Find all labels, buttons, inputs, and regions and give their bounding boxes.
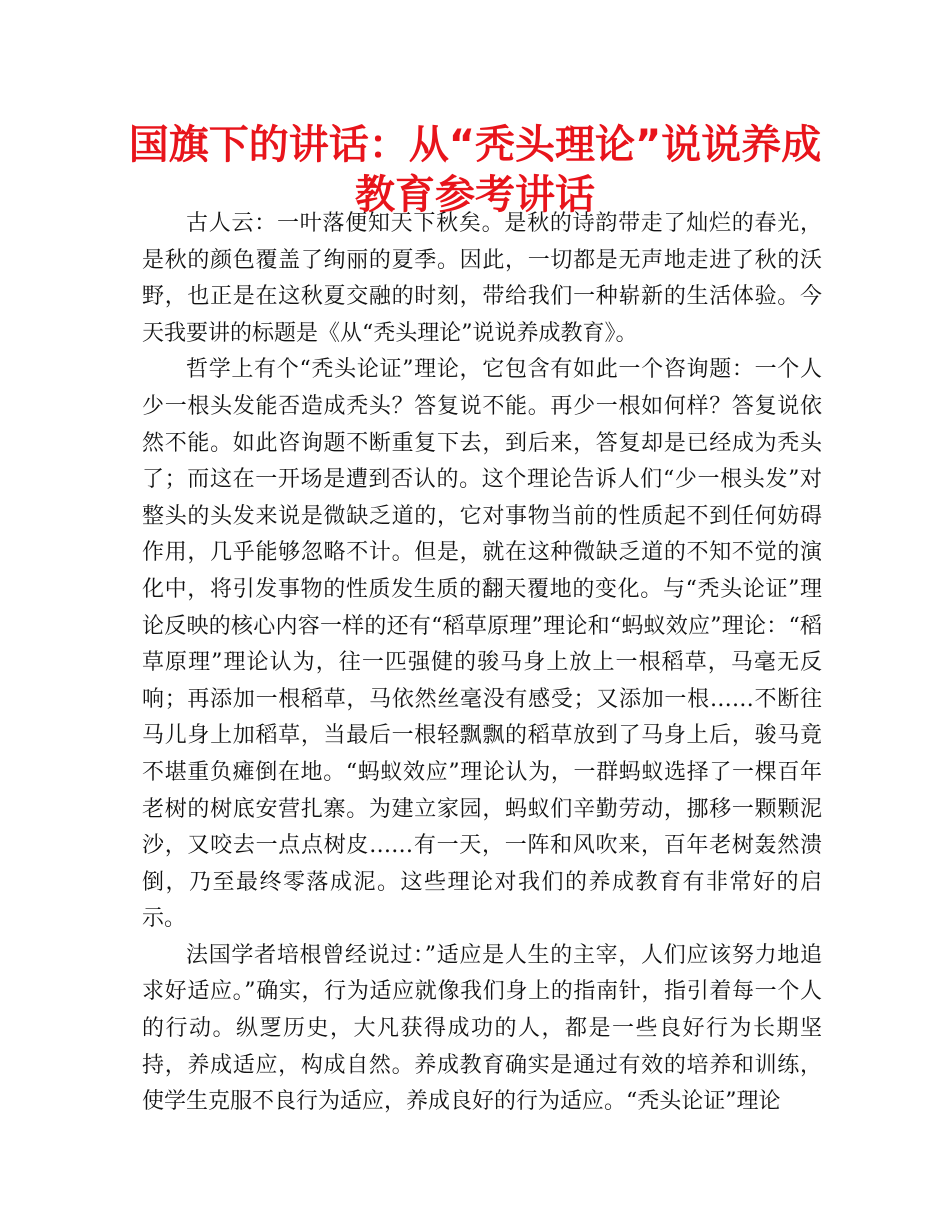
document-body: [142, 206, 822, 1121]
paragraph-1: 古人云：一叶落便知天下秋矣。是秋的诗韵带走了灿烂的春光，是秋的颜色覆盖了绚丽的夏季。因此，一切都是无声地走进了秋的沃野，也正是在这秋夏交融的时刻，带给我们一种崭新的生活体验。今天我要讲的标题是《从“秃头理论”说说养成教育》。: [142, 211, 822, 346]
paragraph-3: 法国学者培根曾经说过：”适应是人生的主宰，人们应该努力地追求好适应。”确实，行为适应就像我们身上的指南针，指引着每一个人的行动。纵覂历史，大凡获得成功的人，都是一些良好行为长期坚持，养成适应，构成自然。养成教育确实是通过有效的培养和训练，使学生克服不良行为适应，养成良好的行为适应。“秃头论证”理论: [142, 942, 822, 1115]
paragraph-2: 哲学上有个“秃头论证”理论，它包含有如此一个咨询题：一个人少一根头发能否造成秃头？答复说不能。再少一根如何样？答复说依然不能。如此咨询题不断重复下去，到后来，答复却是已经成为秃头了；而这在一开场是遭到否认的。这个理论告诉人们“少一根头发”对整头的头发来说是微缺乏道的，它对事物当前的性质起不到任何妨碍作用，几乎能够忽略不计。但是，就在这种微缺乏道的不知不觉的演化中，将引发事物的性质发生质的翻天覆地的变化。与“秃头论证”理论反映的核心内容一样的还有“稻草原理”理论和“蚂蚁效应”理论：“稻草原理”理论认为，往一匹强健的骏马身上放上一根稻草，马毫无反响；再添加一根稻草，马依然丝毫没有感受；又添加一根……不断往马儿身上加稻草，当最后一根轻飘飘的稻草放到了马身上后，骏马竟不堪重负瘫倒在地。“蚂蚁效应”理论认为，一群蚂蚁选择了一棵百年老树的树底安营扎寨。为建立家园，蚂蚁们辛勤劳动，挪移一颗颗泥沙，又咬去一点点树皮……有一天，一阵和风吹来，百年老树轰然溃倒，乃至最终零落成泥。这些理论对我们的养成教育有非常好的启示。: [142, 357, 822, 932]
document-title: 国旗下的讲话：从“秃头理论”说说养成教育参考讲话: [128, 122, 822, 218]
